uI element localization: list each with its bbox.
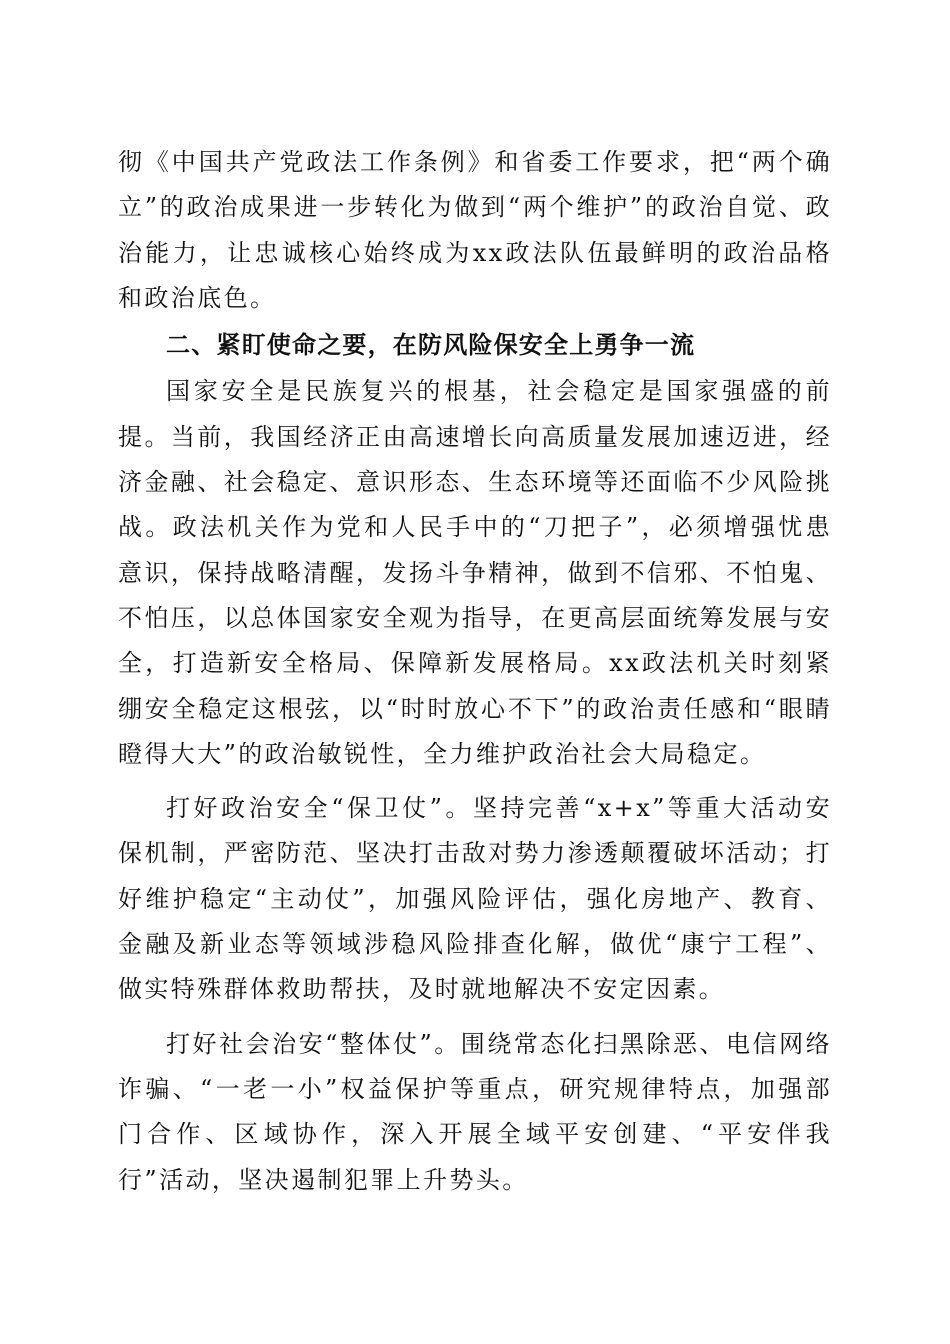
paragraph-public-security: 打好社会治安“整体仗”。围绕常态化扫黑除恶、电信网络诈骗、“一老一小”权益保护等重点，研究规律特点，加强部门合作、区域协作，深入开展全域平安创建、“平安伴我行”活动，坚决遏制犯罪上升势头。 <box>118 1029 832 1194</box>
paragraph-intro: 国家安全是民族复兴的根基，社会稳定是国家强盛的前提。当前，我国经济正由高速增长向高质量发展加速迈进，经济金融、社会稳定、意识形态、生态环境等还面临不少风险挑战。政法机关作为党和人民手中的“刀把子”，必须增强忧患意识，保持战略清醒，发扬斗争精神，做到不信邪、不怕鬼、不怕压，以总体国家安全观为指导，在更高层面统筹发展与安全，打造新安全格局、保障新发展格局。xx政法机关时刻紧绷安全稳定这根弦，以“时时放心不下”的政治责任感和“眼睛瞪得大大”的政治敏锐性，全力维护政治社会大局稳定。 <box>118 377 832 768</box>
section-heading: 二、紧盯使命之要，在防风险保安全上勇争一流 <box>166 331 696 360</box>
paragraph-continuation: 彻《中国共产党政法工作条例》和省委工作要求，把“两个确立”的政治成果进一步转化为做到“两个维护”的政治自觉、政治能力，让忠诚核心始终成为xx政法队伍最鲜明的政治品格和政治底色。 <box>118 148 832 312</box>
document-body <box>118 140 832 1203</box>
paragraph-political-security: 打好政治安全“保卫仗”。坚持完善“x+x”等重大活动安保机制，严密防范、坚决打击敌对势力渗透颠覆破坏活动；打好维护稳定“主动仗”，加强风险评估，强化房地产、教育、金融及新业态等领域涉稳风险排查化解，做优“康宁工程”、做实特殊群体救助帮扶，及时就地解决不安定因素。 <box>118 794 832 1004</box>
